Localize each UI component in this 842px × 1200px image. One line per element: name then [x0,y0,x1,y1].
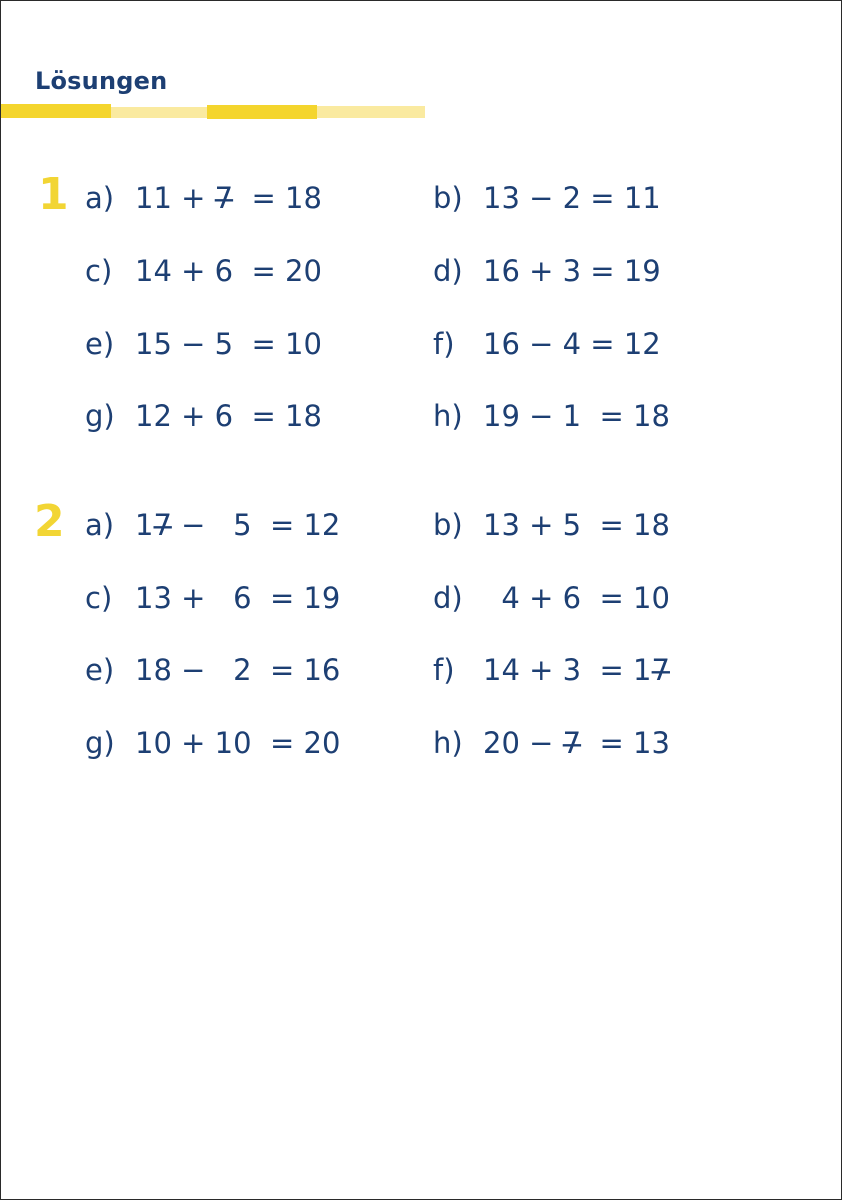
task-number-2: 2 [34,496,65,547]
equation-label: c) [85,581,113,615]
equation-1h [433,399,670,433]
equation-expression: 19 − 1 = 18 [483,399,670,433]
equation-label: h) [433,726,463,760]
equation-label: g) [85,726,115,760]
equation-expression: 16 − 4 = 12 [483,327,661,361]
equation-label: d) [433,581,463,615]
equation-2b [433,508,670,542]
task-number-1: 1 [38,169,69,220]
equation-label: f) [433,327,455,361]
equation-expression: 11 + 7̶ = 18 [135,181,322,215]
equation-expression: 17̶ − 5 = 12 [135,508,341,542]
equation-2g [85,726,340,760]
equation-expression: 14 + 3 = 17̶ [483,653,670,687]
equation-1e [85,327,322,361]
title-underline-stripe [317,106,425,118]
page-title: Lösungen [35,67,168,95]
equation-1c [85,254,322,288]
equation-label: a) [85,181,115,215]
equation-2e [85,653,340,687]
equation-1g [85,399,322,433]
equation-2c [85,581,340,615]
equation-expression: 15 − 5 = 10 [135,327,322,361]
title-underline-stripe [1,104,111,118]
equation-2h [433,726,670,760]
equation-expression: 14 + 6 = 20 [135,254,322,288]
title-underline-stripe [111,107,207,118]
equation-label: c) [85,254,113,288]
equation-label: h) [433,399,463,433]
equation-expression: 18 − 2 = 16 [135,653,341,687]
equation-expression: 4 + 6 = 10 [483,581,670,615]
equation-expression: 13 − 2 = 11 [483,181,661,215]
equation-1d [433,254,661,288]
equation-2d [433,581,670,615]
equation-expression: 12 + 6 = 18 [135,399,322,433]
equation-label: d) [433,254,463,288]
equation-1b [433,181,661,215]
equation-expression: 13 + 6 = 19 [135,581,341,615]
equation-2a [85,508,340,542]
equation-label: a) [85,508,115,542]
equation-expression: 10 + 10 = 20 [135,726,341,760]
equation-label: g) [85,399,115,433]
equation-1f [433,327,661,361]
equation-label: f) [433,653,455,687]
equation-label: e) [85,653,115,687]
equation-label: b) [433,181,463,215]
equation-label: e) [85,327,115,361]
equation-1a [85,181,322,215]
title-underline-stripe [207,105,317,119]
equation-expression: 20 − 7̶ = 13 [483,726,670,760]
equation-2f [433,653,670,687]
equation-label: b) [433,508,463,542]
equation-expression: 16 + 3 = 19 [483,254,661,288]
equation-expression: 13 + 5 = 18 [483,508,670,542]
